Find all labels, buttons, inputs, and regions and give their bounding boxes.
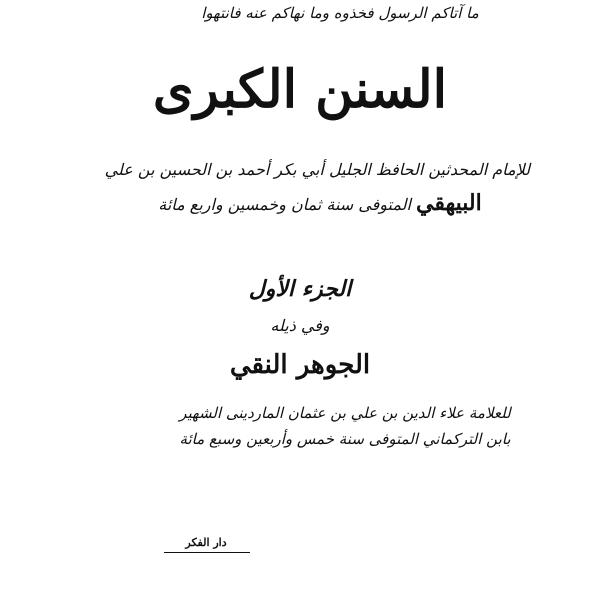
commentator-line-2: بابن التركماني المتوفى سنة خمس وأربعين وسبع مائة	[179, 430, 511, 448]
author-name: البيهقي	[416, 190, 482, 216]
appendix-intro: وفي ذيله	[270, 316, 330, 335]
book-title: السنن الكبرى	[152, 59, 448, 120]
volume-label: الجزء الأول	[248, 276, 352, 302]
publisher-name: دار الفكر	[185, 536, 227, 549]
quranic-verse: ما آتاكم الرسول فخذوه وما نهاكم عنه فانتهوا	[201, 4, 479, 22]
appendix-title: الجوهر النقي	[229, 350, 371, 380]
publisher-underline	[164, 552, 250, 553]
commentator-line-1: للعلامة علاء الدين بن علي بن عثمان الماردينى الشهير	[179, 404, 511, 422]
author-line-1: للإمام المحدثين الحافظ الجليل أبي بكر أحمد بن الحسين بن علي	[104, 160, 530, 179]
author-line-2	[110, 190, 530, 216]
author-death-date: المتوفى سنة ثمان وخمسين واربع مائة	[158, 195, 411, 214]
